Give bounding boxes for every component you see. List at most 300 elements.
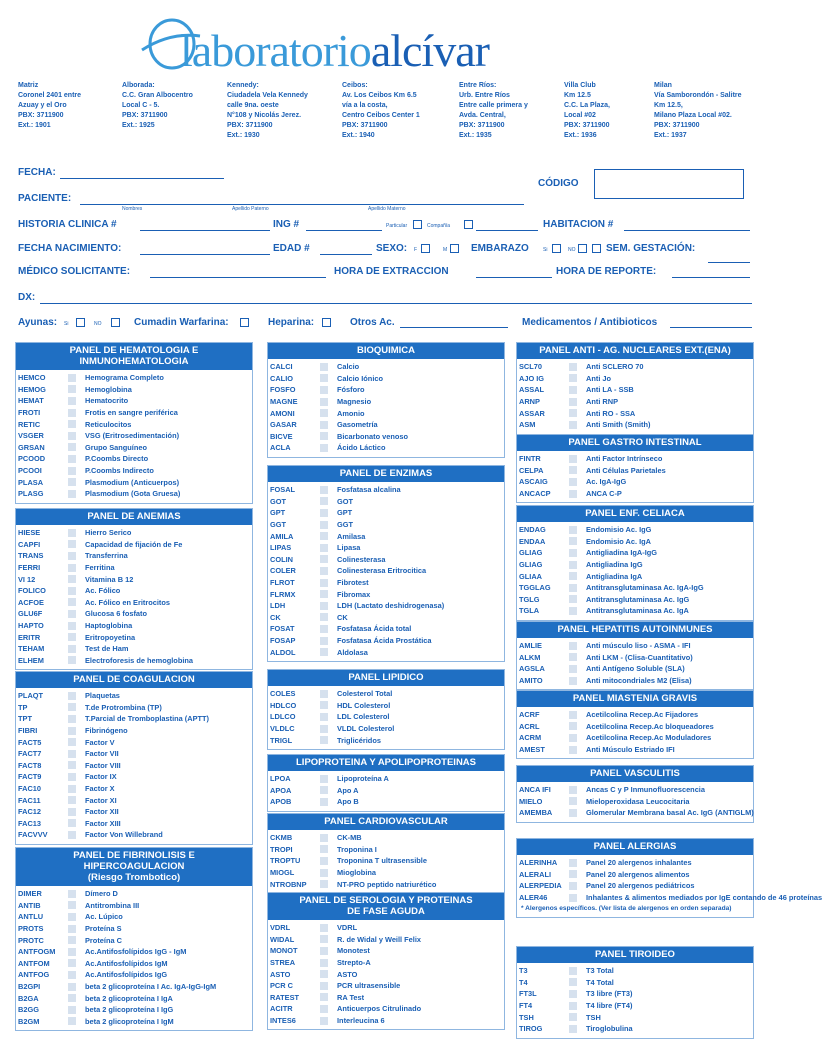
test-checkbox[interactable] [569,677,577,685]
test-row [268,484,504,496]
ayunas-no-checkbox[interactable] [111,318,120,327]
test-code: ENDAA [519,536,546,546]
branch-line: Vía Samborondón - Salitre [654,92,742,99]
test-checkbox[interactable] [569,584,577,592]
otros-field[interactable] [400,327,508,328]
hora-reporte-field[interactable] [672,277,750,278]
test-checkbox[interactable] [320,386,328,394]
test-checkbox[interactable] [68,610,76,618]
test-checkbox[interactable] [569,607,577,615]
embarazo-no-label: NO [568,247,576,253]
test-code: HEMOG [18,384,46,394]
test-checkbox[interactable] [68,971,76,979]
branch-name: Villa Club [564,82,596,89]
test-name: T3 Total [586,966,614,976]
test-row [268,419,504,431]
test-checkbox[interactable] [320,532,328,540]
test-checkbox[interactable] [68,901,76,909]
test-name: T.de Protrombina (TP) [85,702,162,712]
test-checkbox[interactable] [320,409,328,417]
branch-name: Alborada: [122,82,155,89]
test-checkbox[interactable] [320,590,328,598]
cumadin-checkbox[interactable] [240,318,249,327]
test-code: ACFOE [18,597,44,607]
test-checkbox[interactable] [569,421,577,429]
test-checkbox[interactable] [569,595,577,603]
heparina-checkbox[interactable] [322,318,331,327]
test-checkbox[interactable] [569,561,577,569]
test-checkbox[interactable] [68,703,76,711]
test-checkbox[interactable] [68,796,76,804]
test-row [517,1011,753,1023]
test-checkbox[interactable] [320,869,328,877]
test-name: Fosfatasa Ácida Prostática [337,636,432,646]
test-checkbox[interactable] [569,978,577,986]
test-row [268,588,504,600]
test-row [268,623,504,635]
test-checkbox[interactable] [320,736,328,744]
branch-line: Local #02 [564,112,596,119]
test-checkbox[interactable] [68,831,76,839]
test-checkbox[interactable] [320,544,328,552]
test-checkbox[interactable] [569,1025,577,1033]
test-code: ASSAL [519,385,545,395]
test-checkbox[interactable] [68,529,76,537]
test-row [517,524,753,536]
test-row [268,612,504,624]
test-checkbox[interactable] [569,859,577,867]
sexo-f-checkbox[interactable] [421,244,430,253]
test-row [16,725,252,737]
test-checkbox[interactable] [320,701,328,709]
test-checkbox[interactable] [320,444,328,452]
test-name: Ac. Fólico en Eritrocitos [85,597,171,607]
test-checkbox[interactable] [320,567,328,575]
test-code: LPOA [270,774,291,784]
test-name: VSG (Eritrosedimentación) [85,431,180,441]
test-checkbox[interactable] [569,466,577,474]
test-checkbox[interactable] [68,983,76,991]
test-row [517,977,753,989]
test-checkbox[interactable] [569,642,577,650]
test-name: RA Test [337,992,365,1002]
panel-title [268,466,504,482]
medicamentos-label: Medicamentos / Antibioticos [522,317,658,328]
panel-title-line: PANEL MIASTENIA GRAVIS [572,693,698,704]
test-checkbox[interactable] [68,1017,76,1025]
test-row [268,796,504,808]
test-checkbox[interactable] [68,598,76,606]
test-row [268,785,504,797]
test-checkbox[interactable] [569,549,577,557]
test-checkbox[interactable] [68,994,76,1002]
test-checkbox[interactable] [320,947,328,955]
panel-title [268,343,504,359]
test-checkbox[interactable] [68,785,76,793]
test-checkbox[interactable] [320,497,328,505]
test-row [268,844,504,856]
test-checkbox[interactable] [569,455,577,463]
fecha-field[interactable] [60,178,224,179]
test-checkbox[interactable] [569,409,577,417]
test-row [16,888,252,900]
test-row [268,646,504,658]
codigo-field[interactable] [594,169,744,199]
test-name: Amonio [337,408,365,418]
test-row [268,600,504,612]
test-checkbox[interactable] [320,690,328,698]
test-checkbox[interactable] [68,656,76,664]
test-checkbox[interactable] [569,746,577,754]
test-checkbox[interactable] [320,579,328,587]
test-checkbox[interactable] [569,711,577,719]
test-checkbox[interactable] [68,808,76,816]
test-code: ALER46 [519,893,548,903]
compania-label: Compañía [427,223,451,229]
test-checkbox[interactable] [320,602,328,610]
fecha-label: FECHA: [18,167,56,178]
test-checkbox[interactable] [320,625,328,633]
test-checkbox[interactable] [68,622,76,630]
edad-field[interactable] [320,254,372,255]
test-code: ANTFOG [18,970,50,980]
test-checkbox[interactable] [320,637,328,645]
test-checkbox[interactable] [569,363,577,371]
test-checkbox[interactable] [68,432,76,440]
test-checkbox[interactable] [320,421,328,429]
branch-name: Ceibos: [342,82,368,89]
test-checkbox[interactable] [68,385,76,393]
sem-gestacion-label: SEM. GESTACIÓN: [606,243,696,254]
test-checkbox[interactable] [68,936,76,944]
test-row [517,744,753,756]
panel-title [268,755,504,771]
test-code: GLU6F [18,609,43,619]
test-code: AMEST [519,745,545,755]
hora-extraccion-field[interactable] [476,277,552,278]
test-code: RATEST [270,992,300,1002]
test-checkbox[interactable] [68,455,76,463]
test-checkbox[interactable] [569,398,577,406]
test-checkbox[interactable] [68,374,76,382]
test-checkbox[interactable] [68,750,76,758]
test-checkbox[interactable] [320,509,328,517]
test-name: Aldolasa [337,647,368,657]
test-name: Electroforesis de hemoglobina [85,655,194,665]
test-checkbox[interactable] [320,970,328,978]
test-row [517,784,753,796]
compania-checkbox[interactable] [464,220,473,229]
test-code: ACITR [270,1004,293,1014]
test-checkbox[interactable] [68,443,76,451]
test-checkbox[interactable] [320,648,328,656]
test-checkbox[interactable] [569,809,577,817]
test-name: GOT [337,496,354,506]
branch-name: Entre Ríos: [459,82,497,89]
test-checkbox[interactable] [68,925,76,933]
test-row [268,734,504,746]
test-checkbox[interactable] [569,386,577,394]
test-checkbox[interactable] [68,633,76,641]
test-checkbox[interactable] [320,775,328,783]
test-name: Colinesterasa [337,554,386,564]
test-checkbox[interactable] [68,467,76,475]
ayunas-si-checkbox[interactable] [76,318,85,327]
test-checkbox[interactable] [320,398,328,406]
panel-title-line: PANEL LIPIDICO [348,672,424,683]
test-code: APOB [270,797,292,807]
test-row [517,419,753,431]
test-checkbox[interactable] [320,924,328,932]
test-checkbox[interactable] [68,552,76,560]
test-checkbox[interactable] [68,409,76,417]
test-checkbox[interactable] [68,715,76,723]
test-name: Fibromax [337,589,371,599]
test-checkbox[interactable] [569,797,577,805]
test-checkbox[interactable] [569,990,577,998]
test-checkbox[interactable] [68,692,76,700]
test-row [517,857,753,869]
test-checkbox[interactable] [68,819,76,827]
historia-field[interactable] [140,230,270,231]
test-checkbox[interactable] [68,727,76,735]
fecha-nacimiento-field[interactable] [140,254,270,255]
test-checkbox[interactable] [68,490,76,498]
sem-gestacion-checkbox[interactable] [592,244,601,253]
test-name: VDRL [337,923,358,933]
panel-hemato [15,342,253,504]
test-name: Tiroglobulina [586,1024,633,1034]
test-code: TRANS [18,551,44,561]
test-checkbox[interactable] [569,526,577,534]
test-row [268,442,504,454]
test-code: AMEMBA [519,808,553,818]
paciente-field[interactable] [80,204,524,205]
test-checkbox[interactable] [320,798,328,806]
test-checkbox[interactable] [569,894,577,902]
test-checkbox[interactable] [320,935,328,943]
test-code: PLASA [18,477,44,487]
test-code: TGGLAG [519,583,551,593]
test-code: HDLCO [270,700,297,710]
particular-checkbox[interactable] [413,220,422,229]
test-checkbox[interactable] [320,993,328,1001]
hora-reporte-label: HORA DE REPORTE: [556,266,657,277]
test-code: B2GG [18,1005,39,1015]
test-name: Factor XII [85,807,119,817]
test-checkbox[interactable] [320,432,328,440]
test-checkbox[interactable] [320,982,328,990]
hora-extraccion-label: HORA DE EXTRACCION [334,266,449,277]
test-checkbox[interactable] [320,555,328,563]
test-checkbox[interactable] [320,613,328,621]
test-checkbox[interactable] [320,880,328,888]
test-checkbox[interactable] [569,786,577,794]
test-code: AMITO [519,676,543,686]
test-name: Factor XI [85,795,117,805]
test-row [16,643,252,655]
particular-label: Particular [386,223,408,229]
test-checkbox[interactable] [68,420,76,428]
panel-title [268,814,504,830]
test-checkbox[interactable] [68,913,76,921]
branch-address [342,81,420,141]
test-checkbox[interactable] [68,948,76,956]
panel-title-line: (Riesgo Trombotico) [87,872,181,883]
ing-field[interactable] [306,230,382,231]
test-row [268,565,504,577]
test-checkbox[interactable] [569,478,577,486]
test-name: Anticuerpos Citrulinado [337,1004,422,1014]
test-row [517,732,753,744]
medico-label: MÉDICO SOLICITANTE: [18,266,131,277]
embarazo-no-checkbox[interactable] [578,244,587,253]
test-checkbox[interactable] [320,834,328,842]
test-code: FACT9 [18,772,42,782]
test-checkbox[interactable] [68,890,76,898]
test-code: ANTFOGM [18,947,56,957]
test-code: B2GA [18,993,39,1003]
test-checkbox[interactable] [68,761,76,769]
test-name: Mioglobina [337,868,376,878]
test-checkbox[interactable] [320,1005,328,1013]
test-name: Mieloperoxidasa Leucocitaria [586,796,690,806]
test-checkbox[interactable] [569,374,577,382]
test-name: Ancas C y P Inmunofluorescencia [586,785,705,795]
test-name: Panel 20 alergenos alimentos [586,869,690,879]
test-name: T4 Total [586,977,614,987]
test-checkbox[interactable] [320,713,328,721]
embarazo-label: EMBARAZO [471,243,529,254]
test-checkbox[interactable] [68,587,76,595]
test-checkbox[interactable] [68,575,76,583]
test-code: COLER [270,566,296,576]
test-checkbox[interactable] [569,490,577,498]
test-checkbox[interactable] [320,725,328,733]
test-row [517,869,753,881]
test-row [517,892,822,904]
test-checkbox[interactable] [68,1006,76,1014]
test-name: Antigliadina IgG [586,560,643,570]
test-checkbox[interactable] [569,734,577,742]
test-checkbox[interactable] [68,738,76,746]
test-checkbox[interactable] [68,540,76,548]
panel-title-line: PANEL DE ANEMIAS [87,511,181,522]
test-code: BICVE [270,431,293,441]
test-row [16,748,252,760]
ayunas-si-label: Si [64,321,69,327]
test-code: FACVVV [18,830,48,840]
branch-line: Av. Los Ceibos Km 6.5 [342,92,417,99]
dx-field[interactable] [40,303,752,304]
test-checkbox[interactable] [68,959,76,967]
test-row [268,542,504,554]
test-checkbox[interactable] [569,722,577,730]
sexo-m-checkbox[interactable] [450,244,459,253]
test-checkbox[interactable] [569,967,577,975]
test-row [16,655,252,667]
test-code: MIOGL [270,868,295,878]
test-checkbox[interactable] [569,665,577,673]
test-row [16,372,252,384]
test-row [268,688,504,700]
paciente-label: PACIENTE: [18,193,72,204]
test-name: Fosfatasa Ácida total [337,624,412,634]
test-checkbox[interactable] [320,845,328,853]
compania-field[interactable] [476,230,538,231]
test-name: R. de Widal y Weill Felix [337,934,421,944]
test-checkbox[interactable] [320,486,328,494]
medico-field[interactable] [150,277,326,278]
panel-hepatitis [516,621,754,690]
test-row [268,773,504,785]
test-checkbox[interactable] [320,959,328,967]
test-name: Lipasa [337,543,361,553]
branch-line: Local C - 5. [122,102,160,109]
test-row [517,407,753,419]
test-name: Factor Von Willebrand [85,830,163,840]
test-row [517,488,753,500]
test-checkbox[interactable] [569,1002,577,1010]
test-row [16,1016,252,1028]
test-checkbox[interactable] [68,773,76,781]
branch-line: Ext.: 1937 [654,132,687,139]
test-checkbox[interactable] [569,572,577,580]
test-checkbox[interactable] [569,653,577,661]
test-checkbox[interactable] [320,363,328,371]
test-row [16,911,252,923]
test-name: NT-PRO peptido natriurético [337,879,437,889]
test-code: MONOT [270,946,298,956]
test-code: CALCI [270,362,293,372]
test-name: Eritropoyetina [85,632,136,642]
test-code: MIELO [519,796,543,806]
branch-line: Ciudadela Vela Kennedy [227,92,308,99]
branch-line: Azuay y el Oro [18,102,67,109]
habitacion-field[interactable] [624,230,750,231]
historia-label: HISTORIA CLINICA # [18,219,117,230]
panel-fibri [15,847,253,1031]
test-checkbox[interactable] [569,882,577,890]
test-row [16,794,252,806]
test-checkbox[interactable] [569,870,577,878]
test-code: TIROG [519,1024,543,1034]
test-checkbox[interactable] [569,1013,577,1021]
test-checkbox[interactable] [320,521,328,529]
test-checkbox[interactable] [320,857,328,865]
test-checkbox[interactable] [68,645,76,653]
test-row [16,453,252,465]
test-row [16,550,252,562]
test-code: INTES6 [270,1016,296,1026]
test-name: TSH [586,1012,601,1022]
sem-gestacion-field[interactable] [708,262,750,263]
embarazo-si-checkbox[interactable] [552,244,561,253]
test-code: ARNP [519,397,540,407]
test-checkbox[interactable] [68,397,76,405]
test-name: T4 libre (FT4) [586,1001,633,1011]
test-checkbox[interactable] [320,786,328,794]
test-code: TROPTU [270,856,301,866]
test-checkbox[interactable] [320,1017,328,1025]
test-row [268,980,504,992]
test-checkbox[interactable] [320,374,328,382]
medicamentos-field[interactable] [670,327,752,328]
test-checkbox[interactable] [68,564,76,572]
test-code: FROTI [18,408,41,418]
test-checkbox[interactable] [68,478,76,486]
test-checkbox[interactable] [569,537,577,545]
